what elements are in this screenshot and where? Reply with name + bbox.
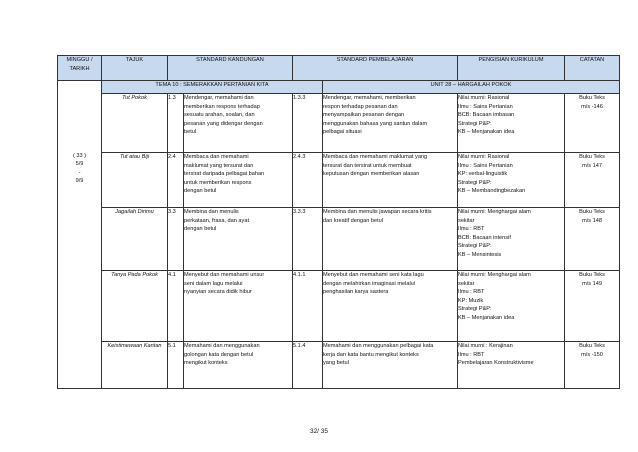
sk-text: Menyebut dan memahami unsur seni dalam lagu melalui nyanyian secara didik hibur <box>184 271 293 342</box>
kurikulum-text: Nilai murni: Rasional Ilmu : Sains Pertanian KP: verbal-linguistik Strategi P&P: KB – Membandingbezakan <box>458 153 565 208</box>
lesson-plan-table <box>57 55 620 389</box>
table-row <box>58 342 620 389</box>
sk-code: 2.4 <box>168 153 184 208</box>
sp-code: 3.3.3 <box>293 208 323 271</box>
sk-text: Memahami dan menggunakan golongan kata dengan betul mengikut konteks <box>184 342 293 389</box>
tajuk-cell: Tanya Pada Pokok <box>102 271 168 342</box>
sk-text: Membaca dan memahami maklumat yang tersurat dan tersirat daripada pelbagai bahan untuk memberikan respons dengan betul <box>184 153 293 208</box>
catatan-text: Buku Teks m/s -150 <box>565 342 620 389</box>
tajuk-cell: Keistimewaan Kantan <box>102 342 168 389</box>
week-date-cell: ( 33 ) 5/9 - 9/9 <box>58 94 102 389</box>
lesson-rows <box>58 94 620 389</box>
kurikulum-header: PENGISIAN KURIKULUM <box>458 56 565 81</box>
sk-text: Mendengar, memahami dan memberikan respons terhadap sesuatu arahan, soalan, dan pesanan yang didengar dengan betul <box>184 94 293 153</box>
sk-code: 3.3 <box>168 208 184 271</box>
sk-header: STANDARD KANDUNGAN <box>168 56 293 81</box>
tajuk-cell: Tut atau Biji <box>102 153 168 208</box>
tajuk-cell: Tut Pokok <box>102 94 168 153</box>
table-row <box>58 208 620 271</box>
table-row <box>58 153 620 208</box>
sp-header: STANDARD PEMBELAJARAN <box>293 56 458 81</box>
catatan-text: Buku Teks m/s 147 <box>565 153 620 208</box>
sp-text: Membina dan menulis jawapan secara kritis dan kreatif dengan betul <box>323 208 458 271</box>
sk-code: 5.1 <box>168 342 184 389</box>
theme-label: TEMA 10 : SEMERAKKAN PERTANIAN KITA <box>102 81 323 94</box>
sk-code: 1.3 <box>168 94 184 153</box>
header-row <box>58 56 620 81</box>
tajuk-header: TAJUK <box>102 56 168 81</box>
sp-text: Menyebut dan memahami seni kata lagu dengan melahirkan imaginasi melalui penghasilan karya sastera <box>323 271 458 342</box>
sp-text: Memahami dan menggunakan pelbagai kata kerja dan kata bantu mengikut konteks yang betul <box>323 342 458 389</box>
week-cell-top <box>58 81 102 94</box>
catatan-text: Buku Teks m/s 148 <box>565 208 620 271</box>
sp-code: 1.3.3 <box>293 94 323 153</box>
sp-code: 5.1.4 <box>293 342 323 389</box>
table-row <box>58 271 620 342</box>
catatan-text: Buku Teks m/s 149 <box>565 271 620 342</box>
kurikulum-text: Nilai murni: Menghargai alam sekitar Ilmu : RBT BCB: Bacaan intensif Strategi P&P: KB – Mensintesis <box>458 208 565 271</box>
sp-code: 2.4.3 <box>293 153 323 208</box>
tajuk-cell: Jagailah Dirimu <box>102 208 168 271</box>
sp-code: 4.1.1 <box>293 271 323 342</box>
week-header: MINGGU / TARIKH <box>58 56 102 81</box>
sp-text: Membaca dan memahami maklumat yang tersurat dan tersirat untuk membuat keputusan dengan memberikan alasan <box>323 153 458 208</box>
page-number: 32/ 35 <box>309 428 329 435</box>
table-row <box>58 94 620 153</box>
unit-label: UNIT 28 – HARGAILAH POKOK <box>323 81 620 94</box>
kurikulum-text: Nilai murni: Menghargai alam sekitar Ilmu : RBT KP: Muzik Strategi P&P: KB – Menjanakan idea <box>458 271 565 342</box>
theme-row <box>58 81 620 94</box>
kurikulum-text: Nilai murni : Kerajinan Ilmu : RBT Pembelajaran Konstruktivisme <box>458 342 565 389</box>
sk-code: 4.1 <box>168 271 184 342</box>
kurikulum-text: Nilai murni: Rasional Ilmu : Sains Pertanian BCB: Bacaan imbasan Strategi P&P: KB – Menjanakan idea <box>458 94 565 153</box>
sp-text: Mendengar, memahami, memberikan respon terhadap pesanan dan menyampaikan pesanan dengan menggunakan bahasa yang santun dalam pelbagai situasi <box>323 94 458 153</box>
catatan-header: CATATAN <box>565 56 620 81</box>
catatan-text: Buku Teks m/s -146 <box>565 94 620 153</box>
sk-text: Membina dan menulis perkataan, frasa, dan ayat dengan betul <box>184 208 293 271</box>
